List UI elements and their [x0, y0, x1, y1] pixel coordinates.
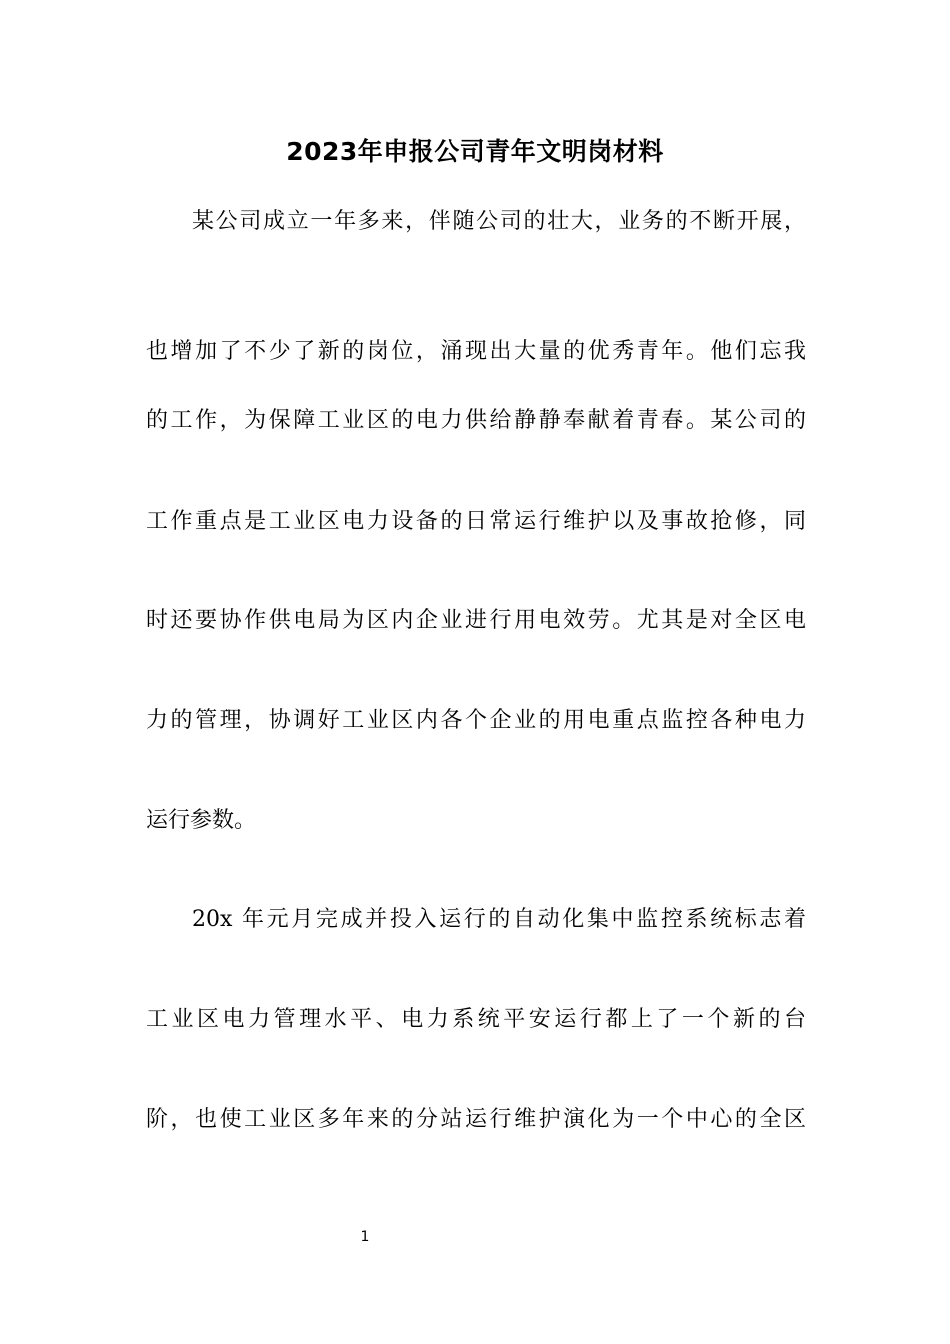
paragraph-1-line-1: 某公司成立一年多来，伴随公司的壮大，业务的不断开展，: [192, 209, 806, 234]
paragraph-2-line-2: 工业区电力管理水平、电力系统平安运行都上了一个新的台: [146, 1007, 806, 1032]
paragraph-1-line-4: 工作重点是工业区电力设备的日常运行维护以及事故抢修，同: [146, 509, 806, 534]
paragraph-1-line-7: 运行参数。: [146, 808, 257, 833]
paragraph-1-line-3: 的工作，为保障工业区的电力供给静静奉献着青春。某公司的: [146, 408, 806, 433]
paragraph-1-line-5: 时还要协作供电局为区内企业进行用电效劳。尤其是对全区电: [146, 608, 806, 633]
paragraph-2-line-3: 阶，也使工业区多年来的分站运行维护演化为一个中心的全区: [146, 1107, 806, 1132]
document-title: 2023年申报公司青年文明岗材料: [286, 137, 664, 166]
paragraph-2-line-1: 20x 年元月完成并投入运行的自动化集中监控系统标志着: [192, 907, 806, 932]
paragraph-1-line-6: 力的管理，协调好工业区内各个企业的用电重点监控各种电力: [146, 708, 806, 733]
page-number: 1: [360, 1229, 370, 1245]
paragraph-1-line-2: 也增加了不少了新的岗位，涌现出大量的优秀青年。他们忘我: [146, 339, 806, 364]
